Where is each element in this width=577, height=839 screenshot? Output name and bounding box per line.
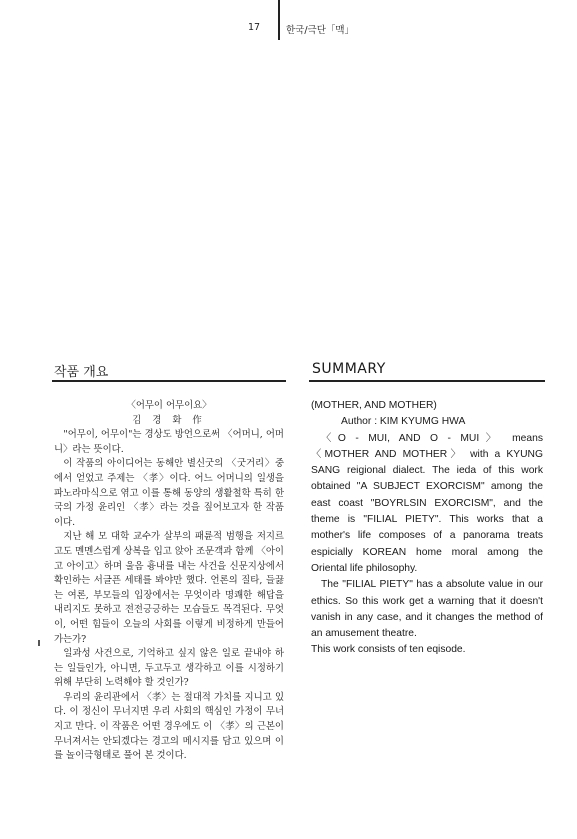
paragraph: 이 작품의 아이디어는 동해안 별신굿의 〈굿거리〉중에서 얻었고 주제는 〈孝〉이다. 어느 어머니의 일생을 파노라마식으로 엮고 이를 통해 동양의 생활철학 특히 한국의 가정 윤리인 〈孝〉라는 것을 짚어보고자 한 작품이다. xyxy=(54,458,284,528)
synopsis-heading: 작품 개요 xyxy=(54,365,109,380)
paragraph: "어무이, 어무이"는 경상도 방언으로써 〈어머니, 어머니〉라는 뜻이다. xyxy=(54,429,284,455)
paragraph: 지난 해 모 대학 교수가 살부의 패륜적 범행을 저지르고도 멘멘스럽게 상복을 입고 앉아 조문객과 함께 〈아이고 아이고〉하며 울음 흉내를 내는 사건을 신문지상에서 확인하는 서글픈 세태를 봐야만 했다. 언론의 질타, 들끓는 여론, 부모들의 입장에서는 무엇이라 명쾌한 해답을 내리지도 못하고 전전긍긍하는 모습들도 목격된다. 무엇이, 어떤 힘들이 오늘의 사회를 이렇게 비정하게 만들어 가는가? xyxy=(54,531,284,645)
running-title: 한국/극단「맥」 xyxy=(286,25,355,36)
summary-rule xyxy=(309,380,545,382)
margin-mark xyxy=(38,640,40,646)
summary-paragraph: This work consists of ten eqisode. xyxy=(311,644,466,656)
page-number: 17 xyxy=(248,22,261,33)
summary-line: 〈O - MUI, AND O - MUI〉 means xyxy=(321,432,543,444)
play-author: 김 경 화 作 xyxy=(132,414,206,426)
header-divider xyxy=(278,0,280,40)
summary-paragraph: The "FILIAL PIETY" has a absolute value in our ethics. So this work get a warning that it doesn't vanish in any case, and it changes the method of an amusement theatre. xyxy=(311,579,543,640)
english-summary xyxy=(311,398,543,659)
summary-author: Author : KIM KYUMG HWA xyxy=(341,416,466,428)
summary-title: (MOTHER, AND MOTHER) xyxy=(311,400,437,411)
summary-heading: SUMMARY xyxy=(312,361,386,377)
korean-synopsis xyxy=(54,399,284,764)
synopsis-rule xyxy=(52,380,286,382)
paragraph: 우리의 윤리관에서 〈孝〉는 절대적 가치를 지니고 있다. 이 정신이 무너지면 우리 사회의 핵심인 가정이 무너지고 만다. 이 작품은 어떤 경우에도 이 〈孝〉의 근본이 무너져서는 안되겠다는 경고의 메시지를 담고 있으며 이를 놀이극형태로 풀어 본 것이다. xyxy=(54,691,284,762)
summary-paragraph: 〈MOTHER AND MOTHER〉 with a KYUNG SANG reigional dialect. The ieda of this work obtained "A SUBJECT EXORCISM" among the east coast "BOYRLSIN EXORCISM", and the theme is "FILIAL PIETY". This works that a mother's life composes of a panorama treats espicially KOREAN home moral among the Oriental life philosophy. xyxy=(311,448,543,574)
play-title: 〈어무이 어무이요〉 xyxy=(126,400,212,411)
paragraph: 일과성 사건으로, 기억하고 싶지 않은 일로 끝내야 하는 일들인가, 아니면, 두고두고 생각하고 이를 시정하기 위해 부단히 노력해야 할 것인가? xyxy=(54,648,284,689)
